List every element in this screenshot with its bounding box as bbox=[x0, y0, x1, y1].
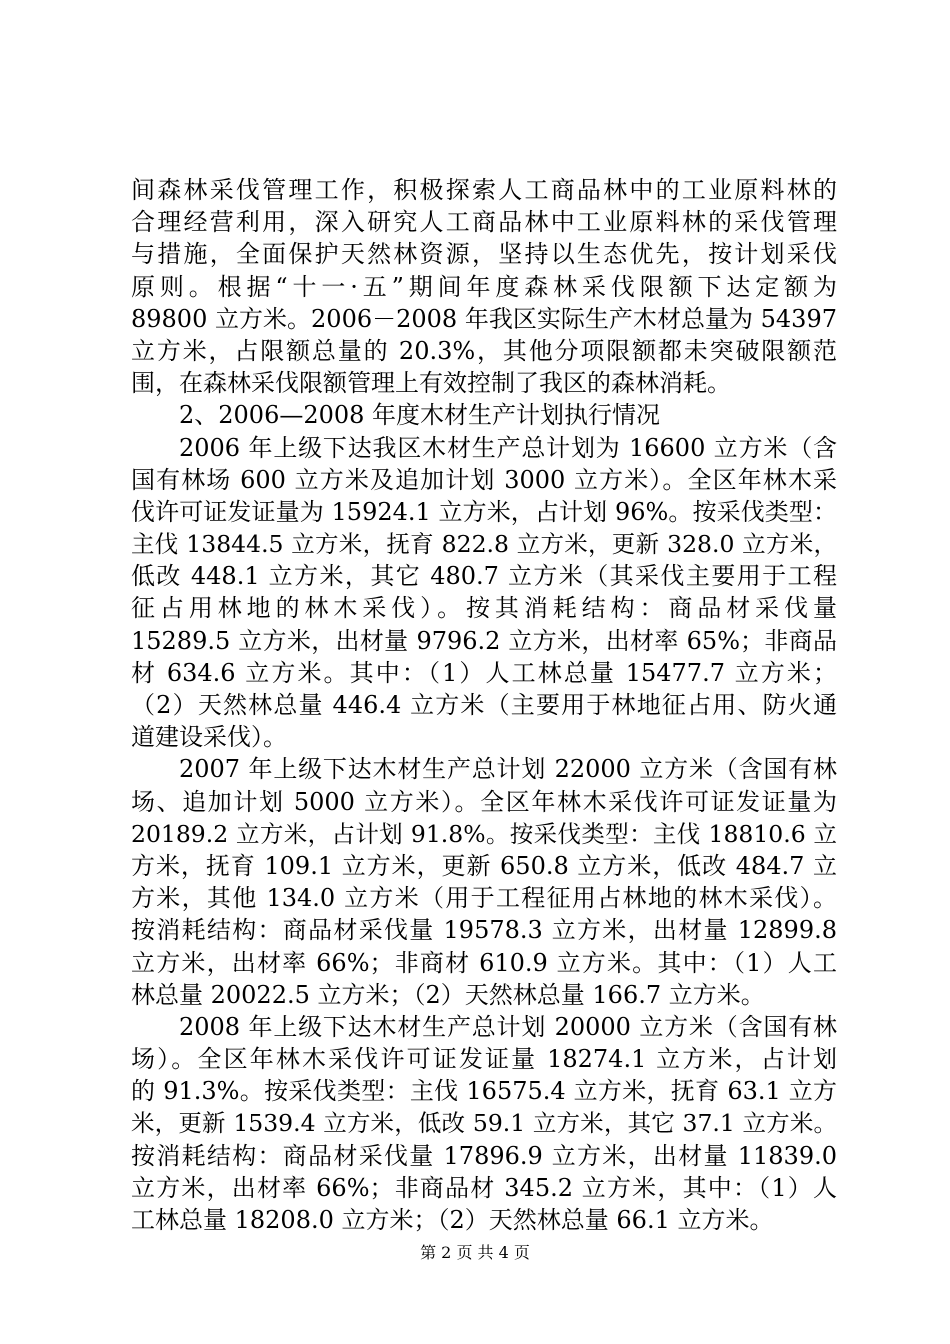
text-line: 立方米，出材率 66%；非商材 610.9 立方米。其中：（1）人工 bbox=[131, 948, 837, 977]
text-line: （2）天然林总量 446.4 立方米（主要用于林地征占用、防火通 bbox=[131, 691, 837, 719]
text-line: 按消耗结构：商品材采伐量 19578.3 立方米，出材量 12899.8 bbox=[131, 916, 837, 945]
text-line: 2、2006—2008 年度木材生产计划执行情况 bbox=[179, 401, 661, 430]
text-line: 2006 年上级下达我区木材生产总计划为 16600 立方米（含 bbox=[179, 433, 837, 462]
text-line: 20189.2 立方米，占计划 91.8%。按采伐类型：主伐 18810.6 立 bbox=[131, 819, 837, 848]
text-line: 立方米，出材率 66%；非商品材 345.2 立方米，其中：（1）人 bbox=[131, 1173, 837, 1202]
text-line: 伐许可证发证量为 15924.1 立方米，占计划 96%。按采伐类型： bbox=[131, 497, 837, 526]
text-line: 场、追加计划 5000 立方米）。全区年林木采伐许可证发证量为 bbox=[131, 787, 837, 816]
text-line: 材 634.6 立方米。其中：（1）人工林总量 15477.7 立方米； bbox=[131, 658, 837, 687]
text-line: 方米，其他 134.0 立方米（用于工程征用占林地的林木采伐）。 bbox=[131, 884, 837, 913]
text-line: 米，更新 1539.4 立方米，低改 59.1 立方米，其它 37.1 立方米。 bbox=[131, 1109, 837, 1138]
text-line: 工林总量 18208.0 立方米；（2）天然林总量 66.1 立方米。 bbox=[131, 1206, 774, 1234]
text-line: 2008 年上级下达木材生产总计划 20000 立方米（含国有林 bbox=[179, 1012, 837, 1041]
text-line: 方米，抚育 109.1 立方米，更新 650.8 立方米，低改 484.7 立 bbox=[131, 851, 837, 880]
text-line: 15289.5 立方米，出材量 9796.2 立方米，出材率 65%；非商品 bbox=[131, 626, 837, 655]
text-line: 场）。全区年林木采伐许可证发证量 18274.1 立方米，占计划 bbox=[131, 1045, 837, 1074]
text-line: 国有林场 600 立方米及追加计划 3000 立方米）。全区年林木采 bbox=[131, 465, 837, 494]
text-line: 原则。根据“十一·五”期间年度森林采伐限额下达定额为 bbox=[131, 272, 837, 301]
body-text bbox=[131, 174, 837, 1236]
text-line: 2007 年上级下达木材生产总计划 22000 立方米（含国有林 bbox=[179, 755, 837, 784]
text-line: 主伐 13844.5 立方米，抚育 822.8 立方米，更新 328.0 立方米， bbox=[131, 530, 837, 559]
text-line: 的 91.3%。按采伐类型：主伐 16575.4 立方米，抚育 63.1 立方 bbox=[131, 1077, 837, 1106]
text-line: 间森林采伐管理工作，积极探索人工商品林中的工业原料林的 bbox=[131, 176, 837, 204]
text-line: 林总量 20022.5 立方米；（2）天然林总量 166.7 立方米。 bbox=[131, 980, 765, 1009]
text-line: 合理经营利用，深入研究人工商品林中工业原料林的采伐管理 bbox=[131, 208, 837, 237]
text-line: 道建设采伐）。 bbox=[131, 723, 287, 752]
text-line: 立方米，占限额总量的 20.3%，其他分项限额都未突破限额范 bbox=[131, 336, 837, 365]
page-footer: 第 2 页 共 4 页 bbox=[420, 1243, 530, 1262]
text-line: 按消耗结构：商品材采伐量 17896.9 立方米，出材量 11839.0 bbox=[131, 1141, 837, 1170]
text-line: 征占用林地的林木采伐）。按其消耗结构：商品材采伐量 bbox=[131, 594, 837, 623]
text-line: 低改 448.1 立方米，其它 480.7 立方米（其采伐主要用于工程 bbox=[131, 562, 837, 591]
text-line: 围，在森林采伐限额管理上有效控制了我区的森林消耗。 bbox=[131, 369, 731, 398]
text-line: 与措施，全面保护天然林资源，坚持以生态优先，按计划采伐 bbox=[131, 240, 837, 269]
text-line: 89800 立方米。2006－2008 年我区实际生产木材总量为 54397 bbox=[131, 304, 837, 333]
